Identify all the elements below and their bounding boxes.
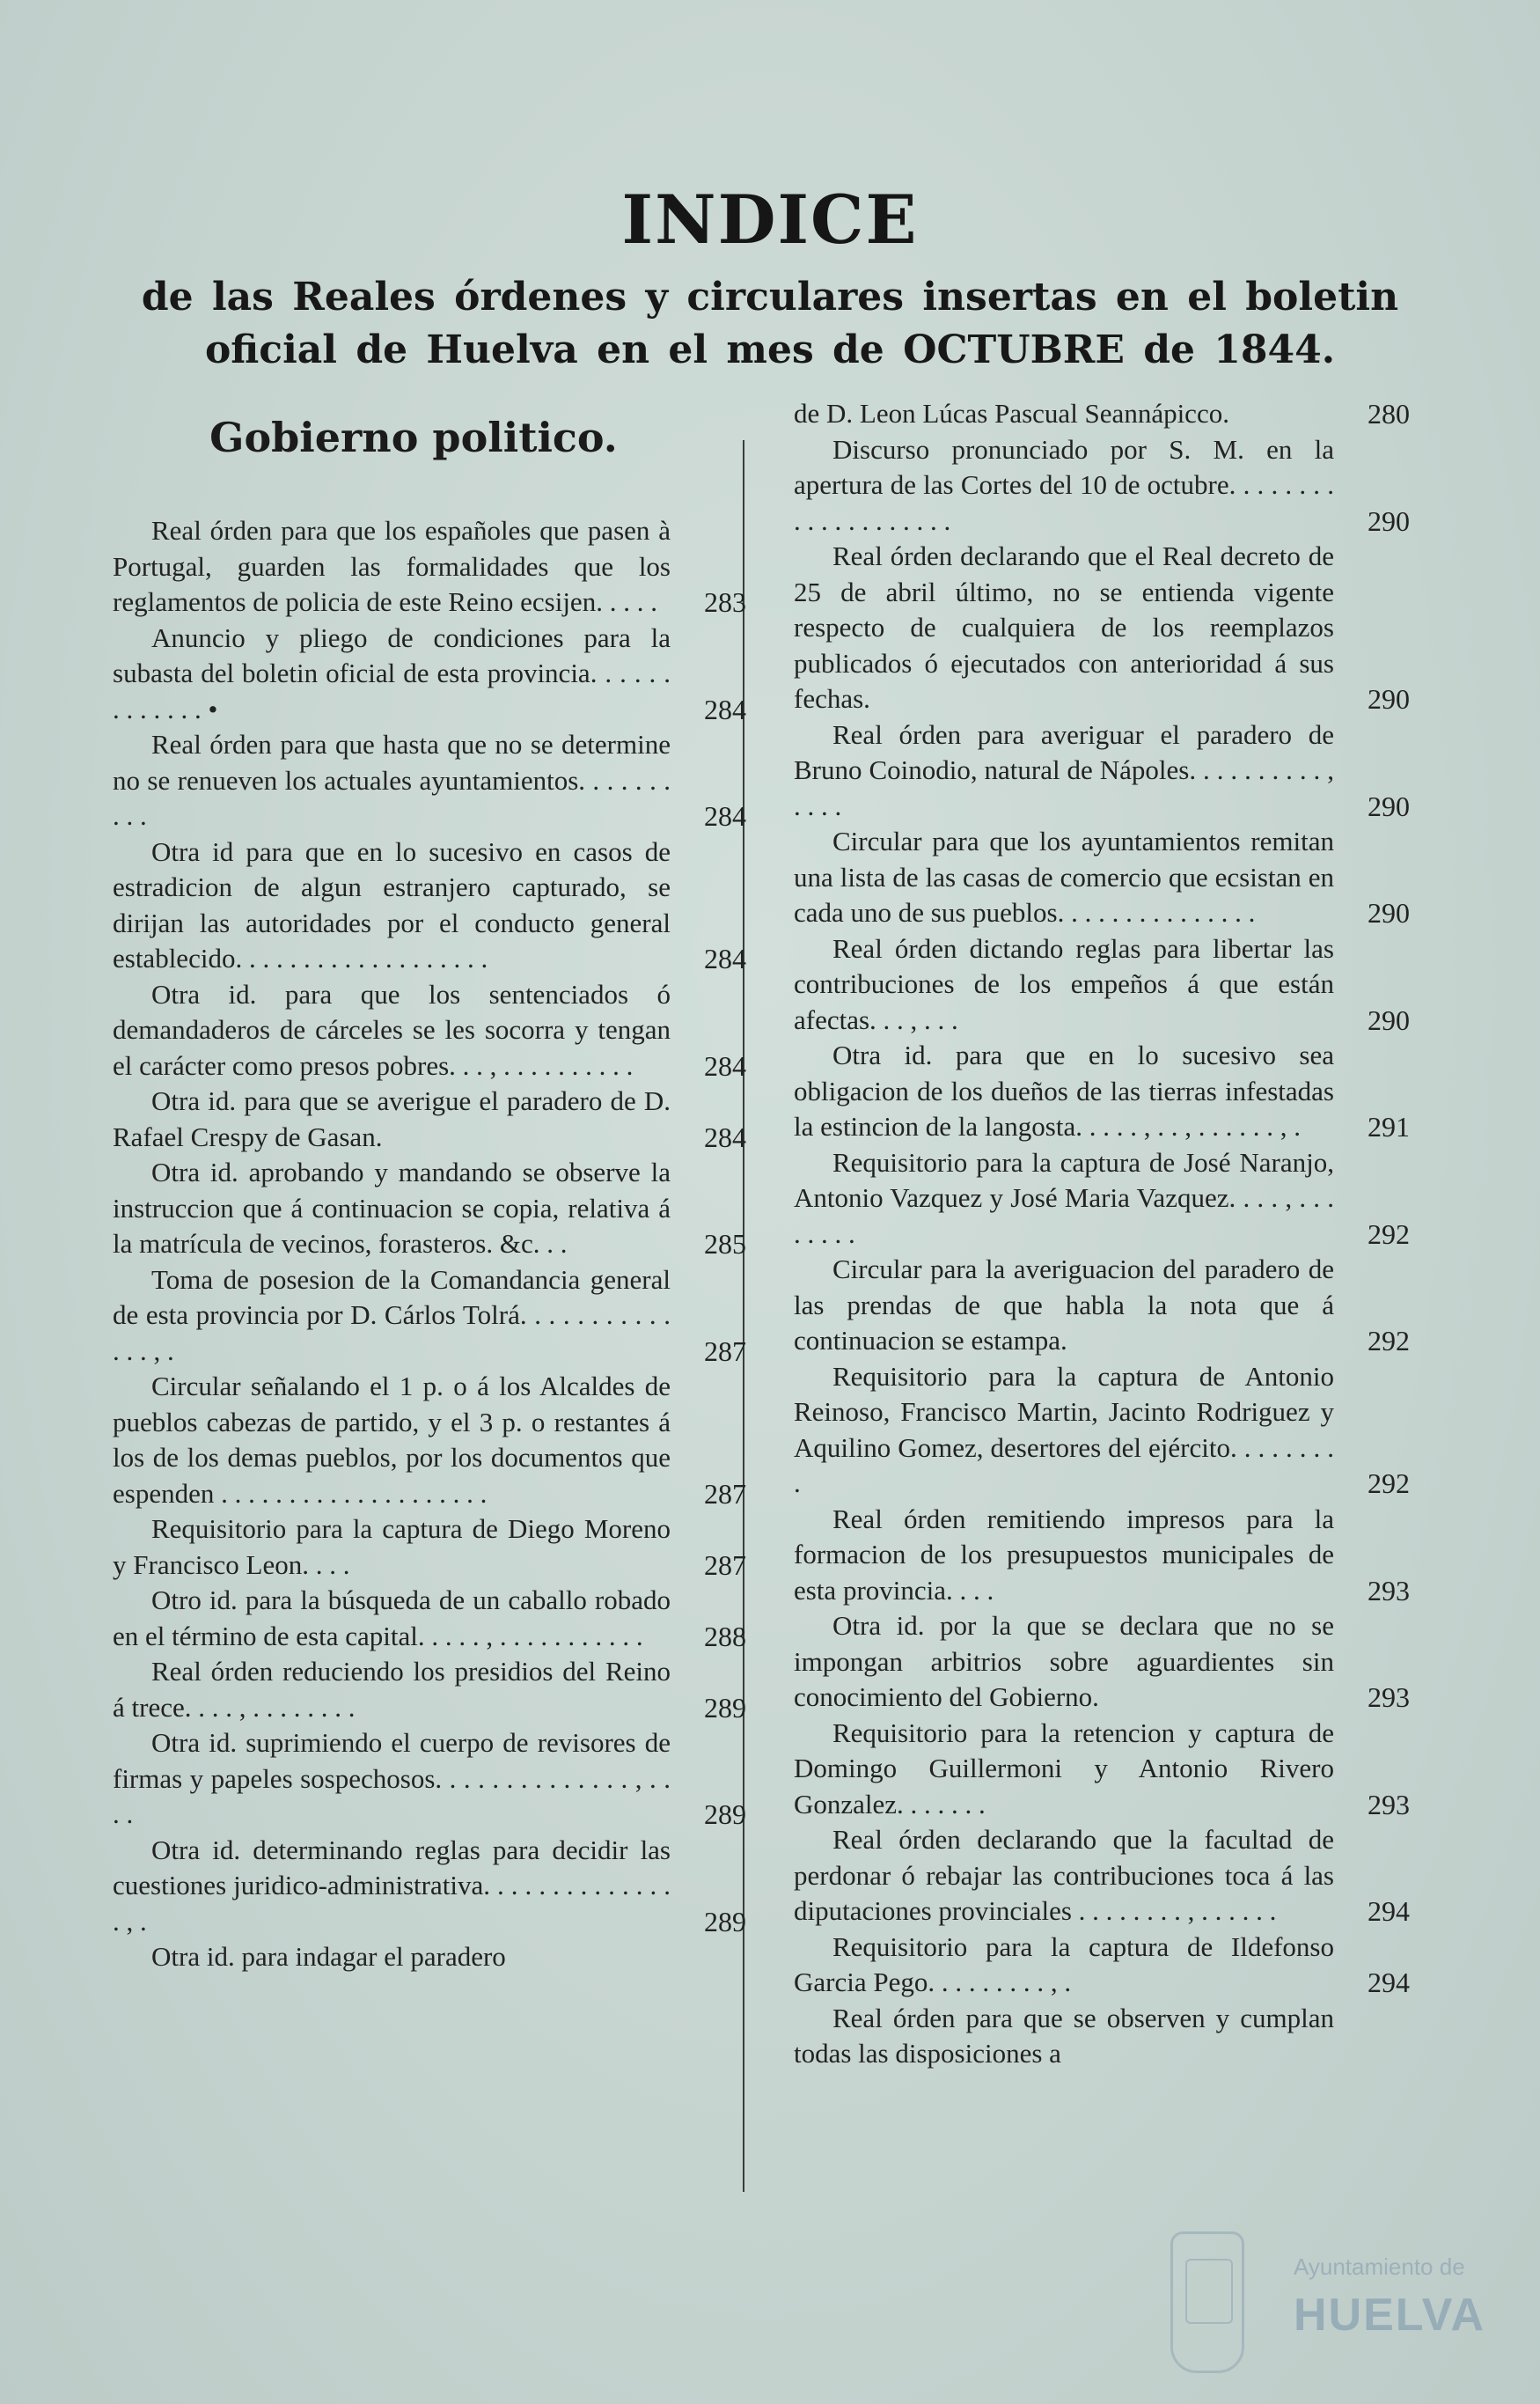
index-entry	[794, 1145, 1410, 1253]
entry-page-number: 292	[1368, 1325, 1410, 1356]
entry-page-number: 285	[704, 1228, 746, 1260]
index-entry	[113, 1654, 746, 1725]
entry-page-number: 284	[704, 1049, 746, 1082]
entry-text: Real órden remitiendo impresos para la formacion de los presupuestos municipales de esta provincia. . . .	[794, 1503, 1334, 1606]
entry-text: Requisitorio para la captura de Diego Moreno y Francisco Leon. . . .	[113, 1513, 671, 1580]
index-entry	[794, 717, 1410, 825]
entry-page-number: 290	[1368, 897, 1410, 929]
entry-page-number: 294	[1368, 1895, 1410, 1927]
entry-page-number: 284	[704, 1121, 746, 1153]
index-entry	[794, 1930, 1410, 2001]
index-entry	[113, 1369, 746, 1511]
index-entry	[113, 1155, 746, 1262]
entry-text: Anuncio y pliego de condiciones para la subasta del boletin oficial de esta provincia. . . . . . . . . . . . . •	[113, 621, 671, 724]
watermark-line-1: Ayuntamiento de	[1294, 2253, 1465, 2280]
index-entry	[794, 824, 1410, 931]
entry-page-number: 290	[1368, 790, 1410, 822]
entry-text: Otra id. por la que se declara que no se impongan arbitrios sobre aguardientes sin conocimiento del Gobierno.	[794, 1610, 1334, 1712]
entry-page-number: 283	[704, 586, 746, 618]
entry-text: Otra id. para indagar el paradero	[151, 1941, 506, 1972]
entry-text: de D. Leon Lúcas Pascual Seannápicco.	[794, 398, 1229, 429]
index-entry	[113, 977, 746, 1084]
entry-page-number: 287	[704, 1477, 746, 1510]
entry-text: Otra id para que en lo sucesivo en casos de estradicion de algun estranjero capturado, se dirijan las autoridades por el conducto general establecido. . . . . . . . . . . . . . . . . . .	[113, 835, 671, 974]
entry-page-number: 294	[1368, 1967, 1410, 1998]
entry-page-number: 284	[704, 800, 746, 832]
entry-text: Real órden declarando que el Real decreto de 25 de abril último, no se entienda vigente respecto de cualquiera de los reemplazos publicados ó ejecutados con anterioridad á sus fechas.	[794, 540, 1334, 714]
entry-page-number: 292	[1368, 1467, 1410, 1499]
page-title: INDICE	[621, 180, 919, 259]
city-seal-icon	[1170, 2231, 1244, 2373]
index-entry	[794, 931, 1410, 1039]
entry-page-number: 284	[704, 693, 746, 725]
index-entry	[794, 396, 1410, 432]
entry-page-number: 289	[704, 1905, 746, 1937]
subtitle-line-2: oficial de Huelva en el mes de OCTUBRE de 1844.	[204, 327, 1336, 372]
entry-page-number: 287	[704, 1548, 746, 1581]
entry-page-number: 293	[1368, 1681, 1410, 1713]
index-entry	[794, 539, 1410, 717]
entry-text: Circular señalando el 1 p. o á los Alcaldes de pueblos cabezas de partido, y el 3 p. o restantes á los de los demas pueblos, por los documentos que espenden . . . . . . . . . . . . . . . . . . . .	[113, 1371, 671, 1509]
left-column	[113, 513, 746, 1975]
index-entry	[113, 1084, 746, 1155]
entry-text: Real órden para que hasta que no se determine no se renueven los actuales ayuntamientos. . . . . . . . . .	[113, 729, 671, 831]
entry-page-number: 290	[1368, 1004, 1410, 1036]
entry-page-number: 289	[704, 1691, 746, 1724]
entry-page-number: 293	[1368, 1574, 1410, 1606]
page-subtitle	[97, 271, 1443, 377]
index-entry	[113, 513, 746, 621]
entry-text: Otra id. para que en lo sucesivo sea obligacion de los dueños de las tierras infestadas la estincion de la langosta. . . . . , . . , . . . . . . , .	[794, 1040, 1334, 1142]
index-entry	[794, 2001, 1410, 2072]
entry-text: Requisitorio para la retencion y captura de Domingo Guillermoni y Antonio Rivero Gonzalez. . . . . . .	[794, 1717, 1334, 1820]
entry-page-number: 280	[1368, 398, 1410, 430]
index-entry	[113, 1939, 746, 1975]
entry-text: Discurso pronunciado por S. M. en la apertura de las Cortes del 10 de octubre. . . . . . . . . . . . . . . . . . . .	[794, 433, 1334, 536]
entry-text: Otra id. para que los sentenciados ó demandaderos de cárceles se les socorra y tengan el carácter como presos pobres. . . , . . . . . . . . . .	[113, 978, 671, 1081]
index-entry	[794, 1502, 1410, 1609]
index-entry	[794, 1252, 1410, 1359]
entry-text: Otra id. suprimiendo el cuerpo de revisores de firmas y papeles sospechosos. . . . . . . . . . . . . . , . . . .	[113, 1727, 671, 1829]
index-entry	[113, 727, 746, 834]
index-entry	[794, 432, 1410, 540]
entry-text: Requisitorio para la captura de José Naranjo, Antonio Vazquez y José Maria Vazquez. . . . , . . . . . . . .	[794, 1146, 1334, 1249]
index-entry	[794, 1608, 1410, 1716]
index-entry	[794, 1038, 1410, 1145]
entry-page-number: 287	[704, 1334, 746, 1367]
entry-text: Toma de posesion de la Comandancia general de esta provincia por D. Cárlos Tolrá. . . . . . . . . . . . . . , .	[113, 1263, 671, 1366]
entry-text: Circular para que los ayuntamientos remitan una lista de las casas de comercio que ecsistan en cada uno de sus pueblos. . . . . . . . . . . . . . .	[794, 826, 1334, 928]
index-entry	[794, 1716, 1410, 1823]
index-entry	[794, 1359, 1410, 1502]
entry-text: Requisitorio para la captura de Ildefonso Garcia Pego. . . . . . . . . , .	[794, 1930, 1334, 1997]
subtitle-line-1: de las Reales órdenes y circulares insertas en el boletin	[141, 275, 1399, 320]
entry-page-number: 293	[1368, 1788, 1410, 1820]
entry-text: Requisitorio para la captura de Antonio Reinoso, Francisco Martin, Jacinto Rodriguez y Aquilino Gomez, desertores del ejército. . . . . . . . .	[794, 1360, 1334, 1498]
entry-text: Otro id. para la búsqueda de un caballo robado en el término de esta capital. . . . . , . . . . . . . . . . .	[113, 1584, 671, 1651]
section-heading: Gobierno politico.	[209, 414, 618, 461]
entry-text: Otra id. para que se averigue el paradero de D. Rafael Crespy de Gasan.	[113, 1085, 671, 1152]
entry-text: Real órden declarando que la facultad de perdonar ó rebajar las contribuciones toca á las diputaciones provinciales . . . . . . . . , . . . . . .	[794, 1824, 1334, 1926]
entry-text: Real órden para que los españoles que pasen à Portugal, guarden las formalidades que los reglamentos de policia de este Reino ecsijen. . . . .	[113, 515, 671, 617]
entry-page-number: 292	[1368, 1217, 1410, 1250]
entry-page-number: 284	[704, 943, 746, 974]
index-entry	[794, 1822, 1410, 1930]
entry-text: Real órden para que se observen y cumplan todas las disposiciones a	[794, 2002, 1334, 2069]
entry-text: Otra id. aprobando y mandando se observe la instruccion que á continuacion se copia, relativa á la matrícula de vecinos, forasteros. &c. . .	[113, 1157, 671, 1259]
index-entry	[113, 1725, 746, 1833]
right-column	[794, 396, 1410, 2072]
entry-page-number: 291	[1368, 1111, 1410, 1143]
entry-text: Otra id. determinando reglas para decidir las cuestiones juridico-administrativa. . . . . . . . . . . . . . . , .	[113, 1834, 671, 1937]
entry-text: Real órden para averiguar el paradero de Bruno Coinodio, natural de Nápoles. . . . . . . . . . , . . . .	[794, 718, 1334, 821]
index-entry	[113, 1833, 746, 1940]
index-entry	[113, 1583, 746, 1654]
entry-page-number: 288	[704, 1620, 746, 1652]
index-entry	[113, 621, 746, 728]
entry-text: Real órden reduciendo los presidios del Reino á trece. . . . , . . . . . . . .	[113, 1656, 671, 1723]
watermark-line-2: HUELVA	[1294, 2290, 1486, 2341]
entry-page-number: 289	[704, 1798, 746, 1830]
entry-page-number: 290	[1368, 504, 1410, 537]
index-entry	[113, 1511, 746, 1583]
index-entry	[113, 834, 746, 977]
entry-page-number: 290	[1368, 683, 1410, 715]
entry-text: Real órden dictando reglas para libertar las contribuciones de los empeños á que están afectas. . . , . . .	[794, 932, 1334, 1035]
entry-text: Circular para la averiguacion del paradero de las prendas de que habla la nota que á continuacion se estampa.	[794, 1253, 1334, 1356]
index-entry	[113, 1262, 746, 1370]
